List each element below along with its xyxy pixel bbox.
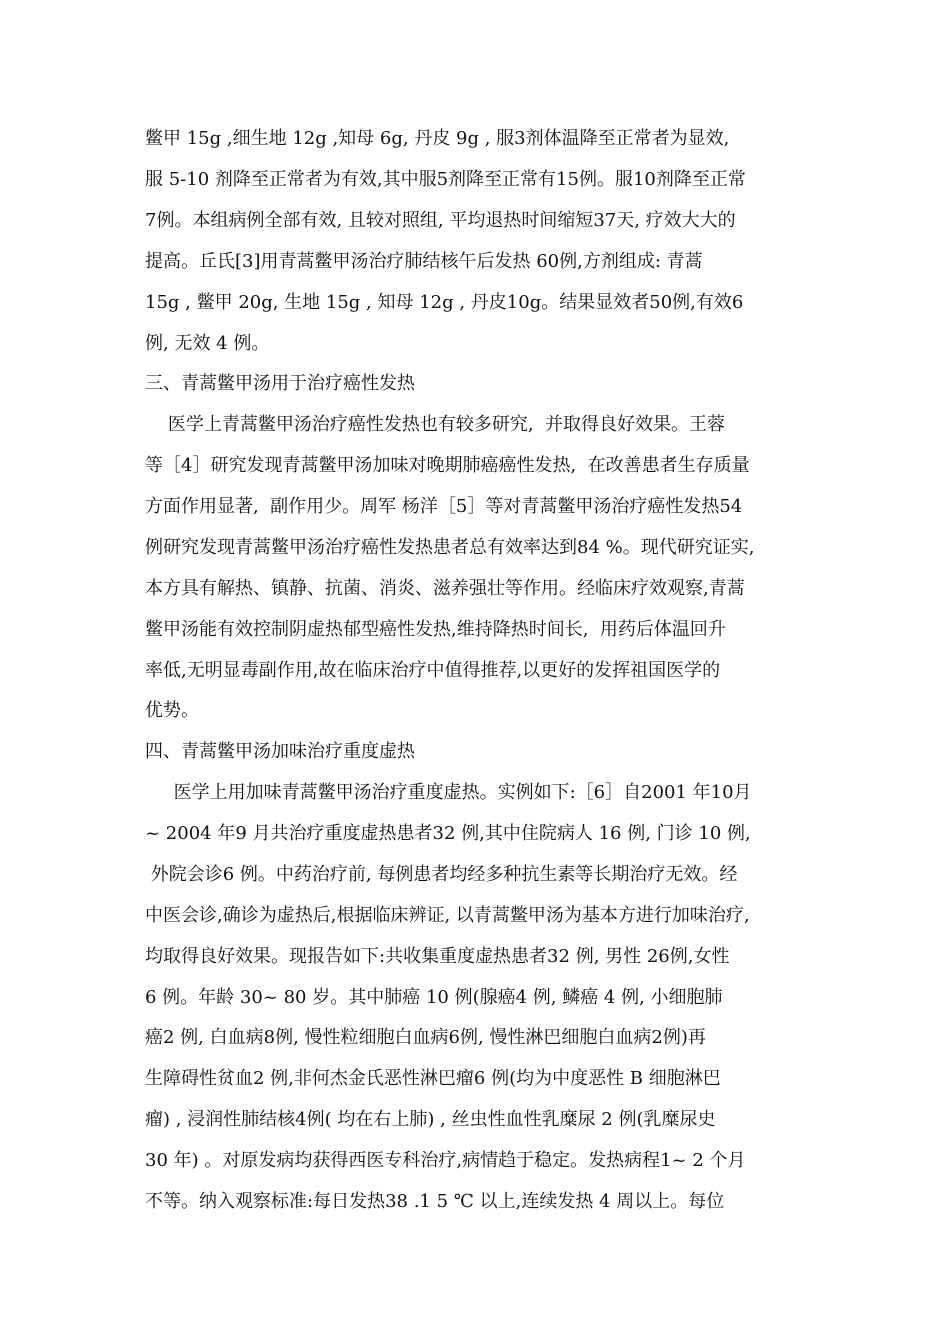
body-text-line: 例, 无效 4 例。	[145, 333, 270, 354]
body-text-line: 15g , 鳖甲 20g, 生地 15g , 知母 12g , 丹皮10g。结果显效者50例,有效6	[145, 292, 744, 313]
body-text-line: 医学上用加味青蒿鳖甲汤治疗重度虚热。实例如下:［6］自2001 年10月	[145, 782, 752, 803]
body-text-line: 服 5-10 剂降至正常者为有效,其中服5剂降至正常有15例。服10剂降至正常	[145, 169, 746, 190]
body-text-line: 生障碍性贫血2 例,非何杰金氏恶性淋巴瘤6 例(均为中度恶性 B 细胞淋巴	[145, 1068, 721, 1089]
body-text-line: 瘤) , 浸润性肺结核4例( 均在右上肺) , 丝虫性血性乳糜尿 2 例(乳糜尿史	[145, 1109, 716, 1130]
body-text-line: 鳖甲 15g ,细生地 12g ,知母 6g, 丹皮 9g , 服3剂体温降至正常者为显效,	[145, 128, 730, 149]
body-text-line: 30 年) 。对原发病均获得西医专科治疗,病情趋于稳定。发热病程1~ 2 个月	[145, 1150, 746, 1171]
body-text-line: 癌2 例, 白血病8例, 慢性粒细胞白血病6例, 慢性淋巴细胞白血病2例)再	[145, 1027, 706, 1048]
body-text-line: 外院会诊6 例。中药治疗前, 每例患者均经多种抗生素等长期治疗无效。经	[145, 864, 738, 885]
section-heading: 三、青蒿鳖甲汤用于治疗癌性发热	[145, 373, 415, 394]
body-text-line: 优势。	[145, 700, 199, 721]
body-text-line: 医学上青蒿鳖甲汤治疗癌性发热也有较多研究, 并取得良好效果。王蓉	[145, 414, 726, 435]
body-text-line: 本方具有解热、镇静、抗菌、消炎、滋养强壮等作用。经临床疗效观察,青蒿	[145, 578, 745, 599]
body-text-line: 率低,无明显毒副作用,故在临床治疗中值得推荐,以更好的发挥祖国医学的	[145, 660, 721, 681]
body-text-line: 7例。本组病例全部有效, 且较对照组, 平均退热时间缩短37天, 疗效大大的	[145, 210, 736, 231]
body-text-line: 提高。丘氏[3]用青蒿鳖甲汤治疗肺结核午后发热 60例,方剂组成: 青蒿	[145, 251, 703, 272]
body-text-line: ~ 2004 年9 月共治疗重度虚热患者32 例,其中住院病人 16 例, 门诊 10 例,	[145, 823, 751, 844]
body-text-line: 中医会诊,确诊为虚热后,根据临床辨证, 以青蒿鳖甲汤为基本方进行加味治疗,	[145, 905, 750, 926]
section-heading: 四、青蒿鳖甲汤加味治疗重度虚热	[145, 741, 415, 762]
body-text-line: 等［4］研究发现青蒿鳖甲汤加味对晚期肺癌癌性发热, 在改善患者生存质量	[145, 455, 750, 476]
body-text-line: 均取得良好效果。现报告如下:共收集重度虚热患者32 例, 男性 26例,女性	[145, 946, 730, 967]
body-text-line: 方面作用显著, 副作用少。周军 杨洋［5］等对青蒿鳖甲汤治疗癌性发热54	[145, 496, 743, 517]
body-text-line: 例研究发现青蒿鳖甲汤治疗癌性发热患者总有效率达到84 %。现代研究证实,	[145, 537, 755, 558]
body-text-line: 6 例。年龄 30~ 80 岁。其中肺癌 10 例(腺癌4 例, 鳞癌 4 例, 小细胞肺	[145, 987, 723, 1008]
body-text-line: 鳖甲汤能有效控制阴虚热郁型癌性发热,维持降热时间长, 用药后体温回升	[145, 619, 726, 640]
body-text-line: 不等。纳入观察标准:每日发热38 .1 5 ℃ 以上,连续发热 4 周以上。每位	[145, 1191, 725, 1212]
